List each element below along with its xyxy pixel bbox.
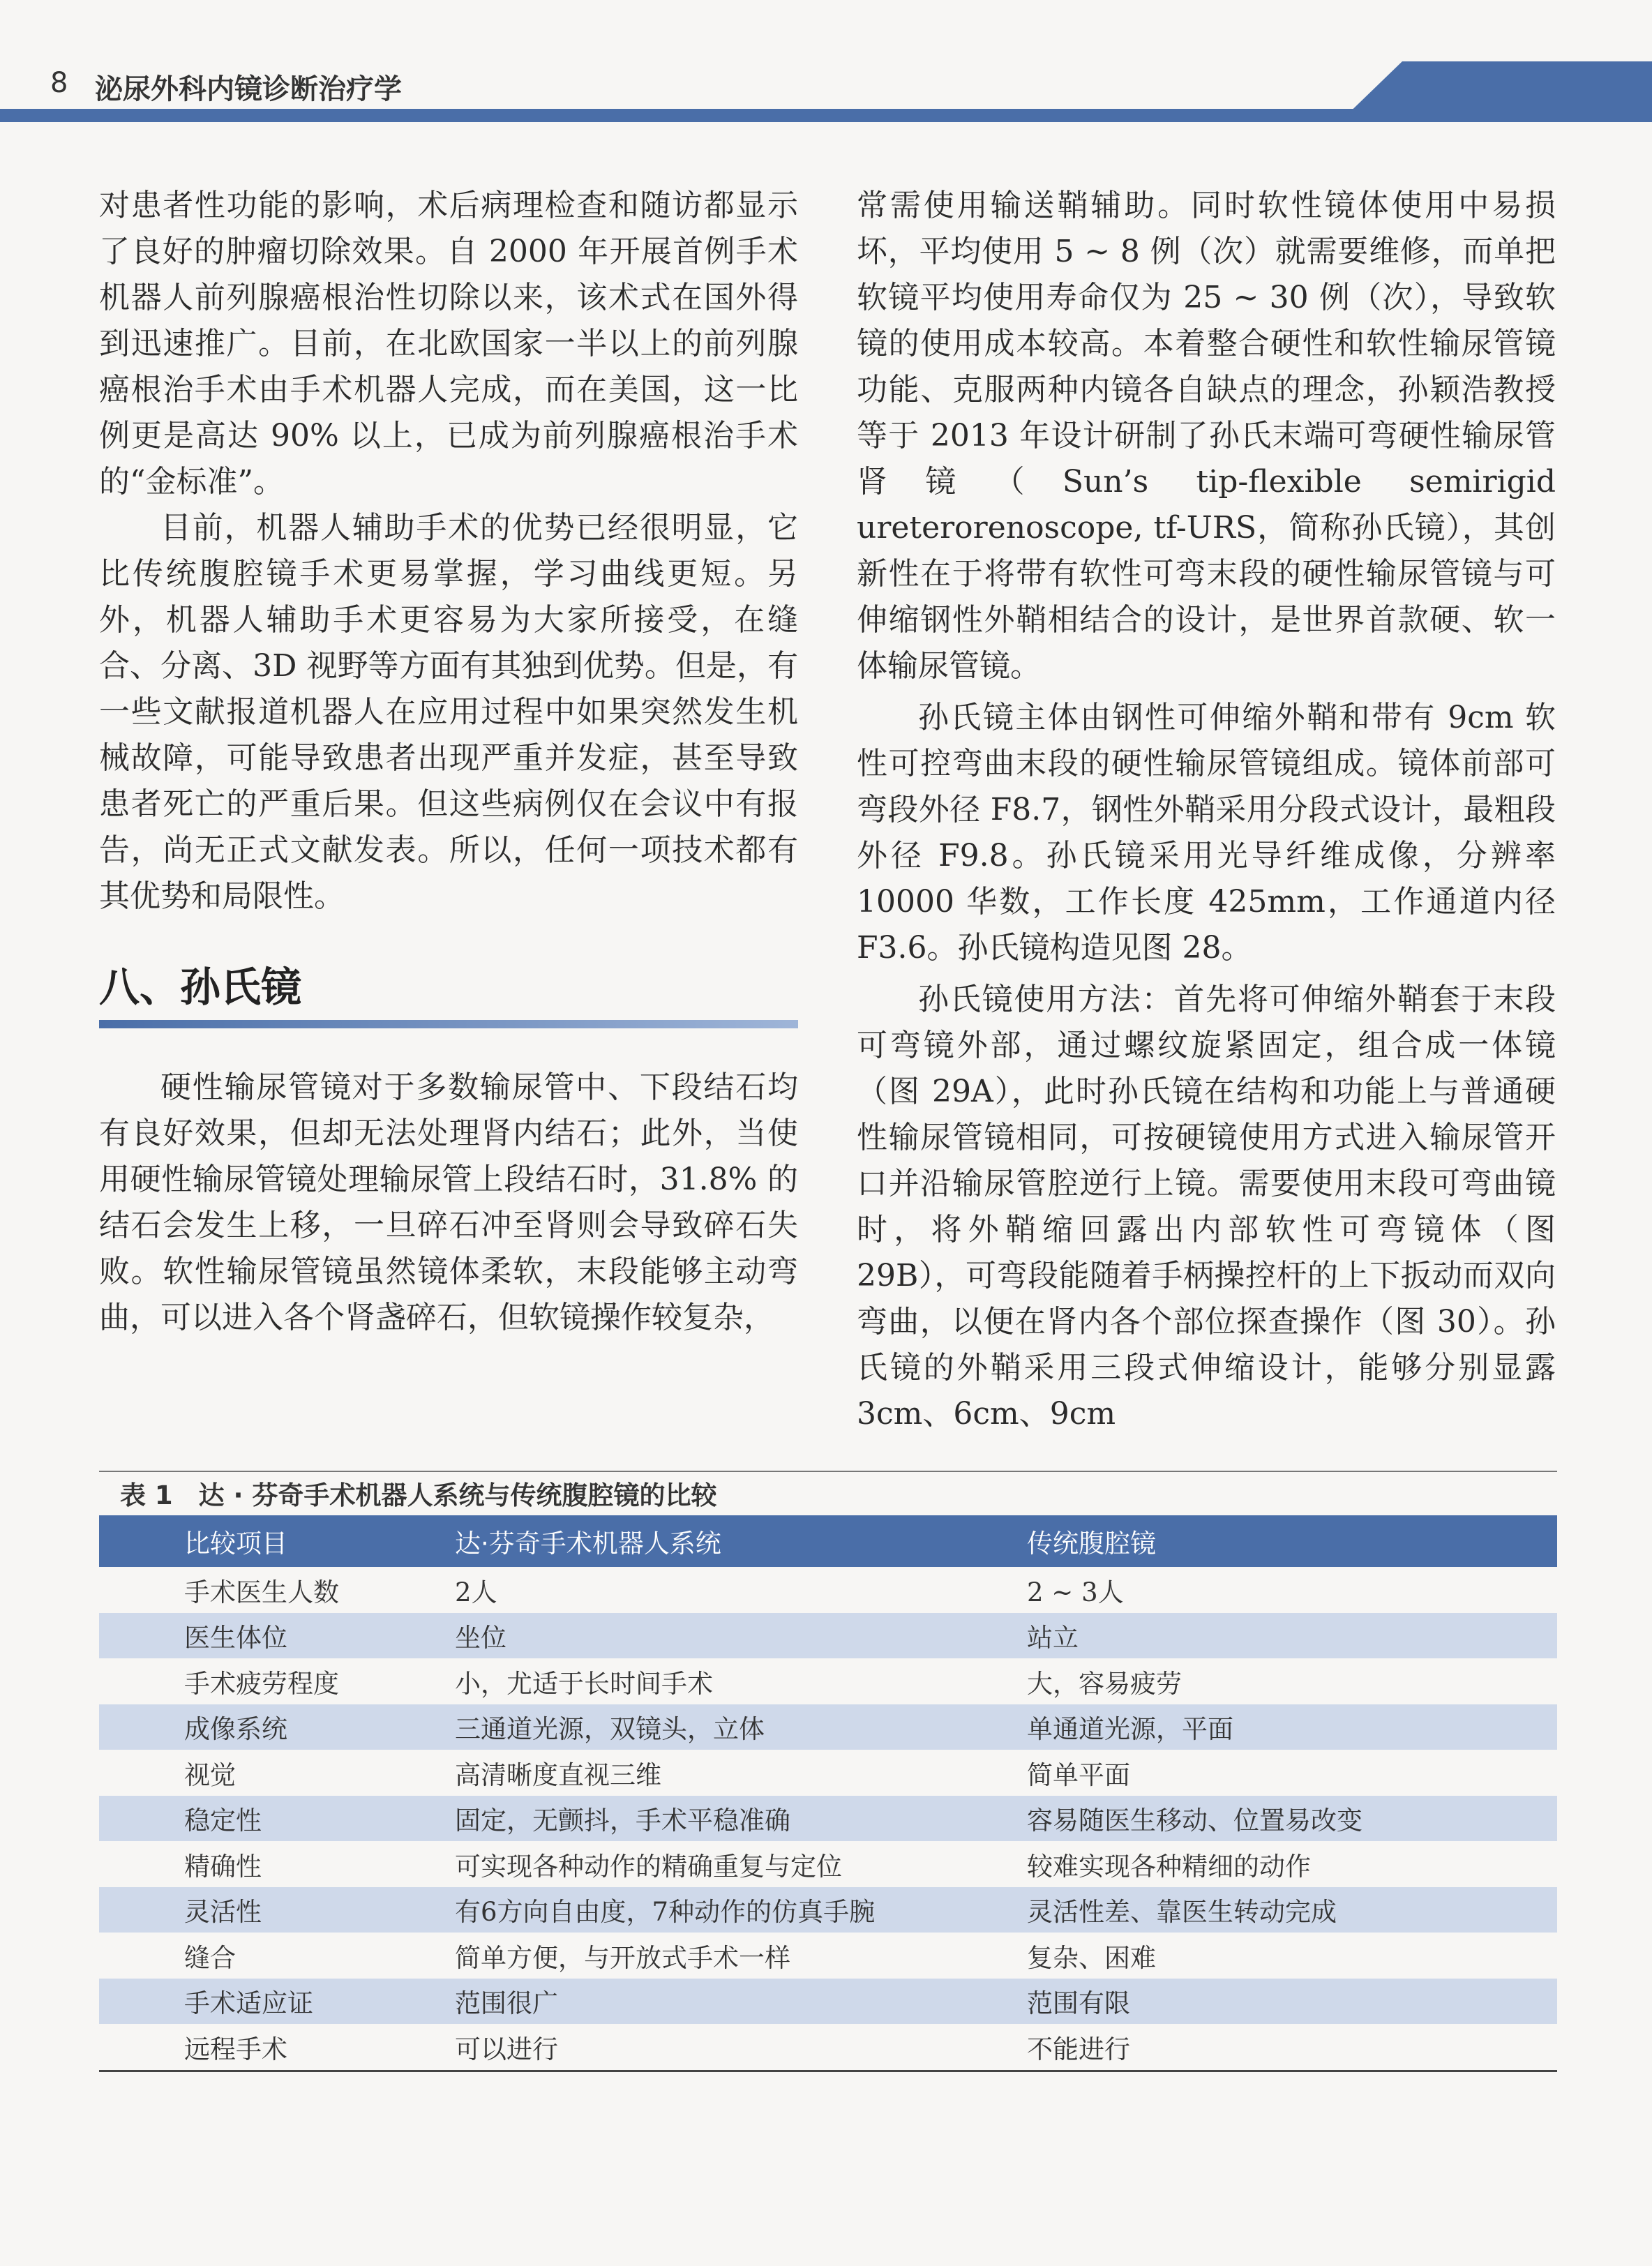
table-cell: 较难实现各种精细的动作: [1027, 1851, 1311, 1882]
page-number: 8: [50, 67, 68, 99]
table-cell: 范围有限: [1027, 1979, 1557, 2025]
column-header: 比较项目: [99, 1515, 455, 1567]
table-cell: 单通道光源，平面: [1027, 1704, 1557, 1750]
table-cell: 精确性: [184, 1851, 262, 1882]
table-cell: 2 ~ 3人: [1027, 1577, 1124, 1607]
table-cell: 范围很广: [455, 1979, 1027, 2025]
header-tab: [1339, 61, 1652, 122]
table-cell: 简单平面: [1027, 1759, 1130, 1790]
table-bottom-rule: [99, 2070, 1557, 2072]
table-row: [99, 1796, 1557, 1842]
table-cell: 手术医生人数: [184, 1577, 339, 1607]
table-caption: 表 1 达 · 芬奇手术机器人系统与传统腹腔镜的比较: [120, 1480, 717, 1510]
book-title: 泌尿外科内镜诊断治疗学: [95, 73, 402, 105]
table-cell: 复杂、困难: [1027, 1942, 1156, 1973]
table-cell: 2人: [455, 1577, 497, 1607]
page-header: [0, 0, 1652, 122]
table-row: [99, 1887, 1557, 1933]
table-cell: 手术适应证: [99, 1979, 455, 2025]
table-cell: 远程手术: [184, 2034, 287, 2064]
table-cell: 稳定性: [99, 1796, 455, 1842]
table-header-row: [99, 1515, 1557, 1567]
table-row: [99, 1704, 1557, 1750]
table-row: [99, 2024, 1557, 2070]
table-cell: 有6方向自由度，7种动作的仿真手腕: [455, 1887, 1027, 1933]
section-rule: [99, 1020, 798, 1028]
paragraph: 孙氏镜主体由钢性可伸缩外鞘和带有 9cm 软性可控弯曲末段的硬性输尿管镜组成。镜体前部可弯段外径 F8.7，钢性外鞘采用分段式设计，最粗段外径 F9.8。孙氏镜采用光导纤维成像，分辨率 10000 华数，工作长度 425mm，工作通道内径 F3.6。孙氏镜构造见图 28。: [857, 700, 1556, 966]
table-cell: 灵活性差、靠医生转动完成: [1027, 1887, 1557, 1933]
right-column: [857, 183, 1556, 1437]
paragraph: 目前，机器人辅助手术的优势已经很明显，它比传统腹腔镜手术更易掌握，学习曲线更短。另外，机器人辅助手术更容易为大家所接受，在缝合、分离、3D 视野等方面有其独到优势。但是，有一些文献报道机器人在应用过程中如果突然发生机械故障，可能导致患者出现严重并发症，甚至导致患者死亡的严重后果。但这些病例仅在会议中有报告，尚无正式文献发表。所以，任何一项技术都有其优势和局限性。: [99, 510, 798, 914]
paragraph: 常需使用输送鞘辅助。同时软性镜体使用中易损坏，平均使用 5 ~ 8 例（次）就需要维修，而单把软镜平均使用寿命仅为 25 ~ 30 例（次），导致软镜的使用成本较高。本着整合硬性和软性输尿管镜功能、克服两种内镜各自缺点的理念，孙颖浩教授等于 2013 年设计研制了孙氏末端可弯硬性输尿管肾镜（Sun’s tip-flexible semirigid ureterorenoscope, tf-URS，简称孙氏镜），其创新性在于将带有软性可弯末段的硬性输尿管镜与可伸缩钢性外鞘相结合的设计，是世界首款硬、软一体输尿管镜。: [857, 188, 1556, 684]
table-cell: 医生体位: [99, 1613, 455, 1659]
table-cell: 可以进行: [455, 2034, 558, 2064]
table-cell: 可实现各种动作的精确重复与定位: [455, 1851, 842, 1882]
table-row: [99, 1658, 1557, 1704]
table-cell: 不能进行: [1027, 2034, 1130, 2064]
table-cell: 容易随医生移动、位置易改变: [1027, 1796, 1557, 1842]
table-cell: 小，尤适于长时间手术: [455, 1668, 713, 1699]
column-header: 传统腹腔镜: [1027, 1515, 1557, 1567]
table-cell: 手术疲劳程度: [184, 1668, 339, 1699]
paragraph: 硬性输尿管镜对于多数输尿管中、下段结石均有良好效果，但却无法处理肾内结石；此外，当使用硬性输尿管镜处理输尿管上段结石时，31.8% 的结石会发生上移，一旦碎石冲至肾则会导致碎石失败。软性输尿管镜虽然镜体柔软，末段能够主动弯曲，可以进入各个肾盏碎石，但软镜操作较复杂，: [99, 1070, 798, 1335]
table-row: [99, 1613, 1557, 1659]
table-cell: 视觉: [184, 1759, 236, 1790]
table-cell: 简单方便，与开放式手术一样: [455, 1942, 790, 1973]
left-column: [99, 183, 798, 1341]
paragraph: 对患者性功能的影响，术后病理检查和随访都显示了良好的肿瘤切除效果。自 2000 年开展首例手术机器人前列腺癌根治性切除以来，该术式在国外得到迅速推广。目前，在北欧国家一半以上的前列腺癌根治手术由手术机器人完成，而在美国，这一比例更是高达 90% 以上，已成为前列腺癌根治手术的“金标准”。: [99, 188, 798, 500]
table-row: [99, 1567, 1557, 1613]
paragraph: 孙氏镜使用方法：首先将可伸缩外鞘套于末段可弯镜外部，通过螺纹旋紧固定，组合成一体镜（图 29A），此时孙氏镜在结构和功能上与普通硬性输尿管镜相同，可按硬镜使用方式进入输尿管开口并沿输尿管腔逆行上镜。需要使用末段可弯曲镜时，将外鞘缩回露出内部软性可弯镜体（图 29B），可弯段能随着手柄操控杆的上下扳动而双向弯曲，以便在肾内各个部位探查操作（图 30）。孙氏镜的外鞘采用三段式伸缩设计，能够分别显露 3cm、6cm、9cm: [857, 982, 1556, 1432]
section-heading: 八、孙氏镜: [99, 963, 302, 1011]
table-row: [99, 1750, 1557, 1796]
table-cell: 缝合: [184, 1942, 236, 1973]
column-header: 达·芬奇手术机器人系统: [455, 1515, 1027, 1567]
table-cell: 大，容易疲劳: [1027, 1668, 1182, 1699]
table-row: [99, 1841, 1557, 1887]
table-row: [99, 1933, 1557, 1979]
comparison-table: [99, 1515, 1557, 2070]
table-cell: 站立: [1027, 1613, 1557, 1659]
table-cell: 成像系统: [99, 1704, 455, 1750]
table-row: [99, 1979, 1557, 2025]
comparison-table-block: [99, 1471, 1557, 2072]
table-cell: 灵活性: [99, 1887, 455, 1933]
caption-rule: [99, 1471, 1557, 1472]
table-cell: 固定，无颤抖，手术平稳准确: [455, 1796, 1027, 1842]
table-cell: 三通道光源，双镜头，立体: [455, 1704, 1027, 1750]
table-cell: 高清晰度直视三维: [455, 1759, 661, 1790]
table-cell: 坐位: [455, 1613, 1027, 1659]
